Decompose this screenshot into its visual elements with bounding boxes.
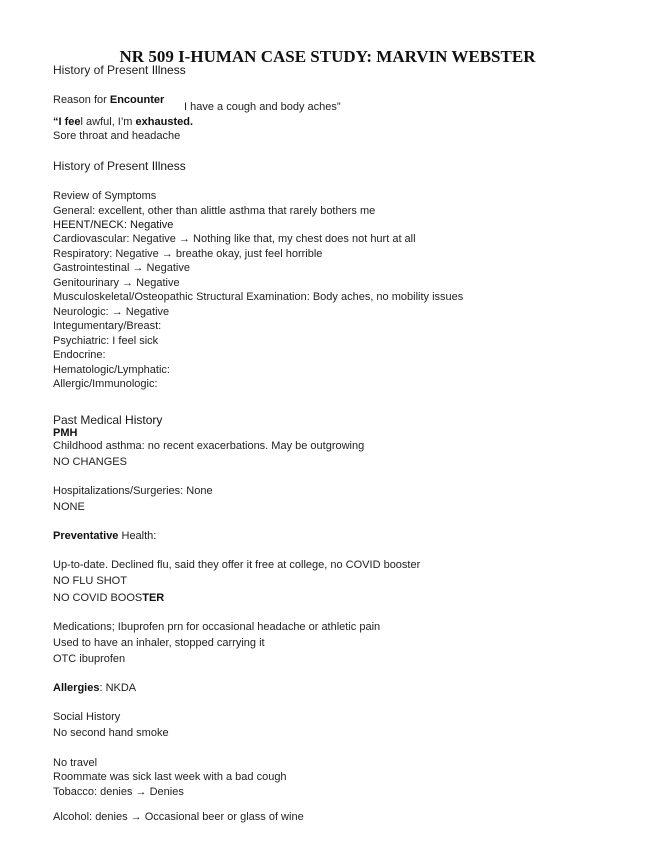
ros-line: Integumentary/Breast:: [53, 320, 162, 332]
feel-part: “I fee: [53, 116, 81, 128]
ros-line: Respiratory: Negative → breathe okay, just feel horrible: [53, 248, 323, 260]
reason-heading: [53, 94, 164, 107]
hpi-heading-part: Illness: [151, 159, 186, 173]
pmh-title-part: Past Medical: [53, 413, 126, 427]
preventative-label: Preventative: [53, 530, 119, 542]
preventative-line: NO FLU SHOT: [53, 575, 127, 587]
allergies-line: [53, 682, 136, 695]
ros-line: Cardiovascular: Negative → Nothing like that, my chest does not hurt at all: [53, 233, 416, 245]
preventative-label-rest: Health:: [118, 530, 157, 542]
covid-part: NO COVID BOOS: [53, 592, 143, 604]
ros-line: Gastrointestinal → Negative: [53, 262, 190, 274]
ros-line: Psychiatric: I feel sick: [53, 335, 159, 347]
reason-label: Reason for: [53, 94, 110, 106]
reason-label-bold: Encounter: [109, 94, 165, 106]
hpi-heading: [53, 64, 186, 77]
pmh-line: Childhood asthma: no recent exacerbations. May be outgrowing: [53, 440, 365, 452]
ros-line: Musculoskeletal/Osteopathic Structural Examination: Body aches, no mobility issues: [53, 291, 464, 303]
medications-line: Medications; Ibuprofen prn for occasional headache or athletic pain: [53, 621, 381, 633]
covid-line: [53, 592, 164, 605]
pmh-title-part: History: [125, 413, 163, 427]
feel-part: l awful, I’m: [80, 116, 136, 128]
medications-line: Used to have an inhaler, stopped carrying it: [53, 637, 265, 649]
ros-line: Hematologic/Lymphatic:: [53, 364, 170, 376]
ros-line: HEENT/NECK: Negative: [53, 219, 174, 231]
ros-title: Review of Symptoms: [53, 190, 157, 202]
pmh-title: [53, 414, 162, 427]
preventative-heading: [53, 530, 156, 543]
ros-line: Genitourinary → Negative: [53, 277, 180, 289]
travel-line: Roommate was sick last week with a bad cough: [53, 771, 287, 783]
ros-line: Neurologic: → Negative: [53, 306, 170, 318]
document-title: NR 509 I-HUMAN CASE STUDY: MARVIN WEBSTER: [119, 47, 536, 66]
pmh-line: NO CHANGES: [53, 456, 127, 468]
chief-complaint-quote: I have a cough and body aches”: [184, 101, 341, 113]
feel-part: exhausted.: [135, 116, 193, 128]
sore-throat-line: Sore throat and headache: [53, 130, 181, 142]
travel-line: No travel: [53, 757, 98, 769]
ros-line: Allergic/Immunologic:: [53, 378, 158, 390]
hospitalizations-line: NONE: [53, 501, 85, 513]
hospitalizations-line: Hospitalizations/Surgeries: None: [53, 485, 213, 497]
hpi-heading-part: Illness: [151, 63, 186, 77]
covid-part: TER: [142, 592, 165, 604]
allergies-label: Allergies: [53, 682, 100, 694]
feel-line: [53, 116, 193, 129]
hpi-heading-2: [53, 160, 186, 173]
alcohol-line: Alcohol: denies → Occasional beer or glass of wine: [53, 811, 304, 823]
pmh-abbr: PMH: [53, 427, 78, 439]
allergies-value: : NKDA: [99, 682, 137, 694]
tobacco-line: Tobacco: denies → Denies: [53, 786, 184, 798]
social-history-line: No second hand smoke: [53, 727, 169, 739]
hpi-heading-part: History of Present: [53, 159, 152, 173]
ros-line: General: excellent, other than alittle asthma that rarely bothers me: [53, 205, 376, 217]
hpi-heading-part: History of Present: [53, 63, 152, 77]
preventative-line: Up-to-date. Declined flu, said they offer it free at college, no COVID booster: [53, 559, 421, 571]
medications-line: OTC ibuprofen: [53, 653, 126, 665]
social-history-title: Social History: [53, 711, 121, 723]
ros-line: Endocrine:: [53, 349, 106, 361]
